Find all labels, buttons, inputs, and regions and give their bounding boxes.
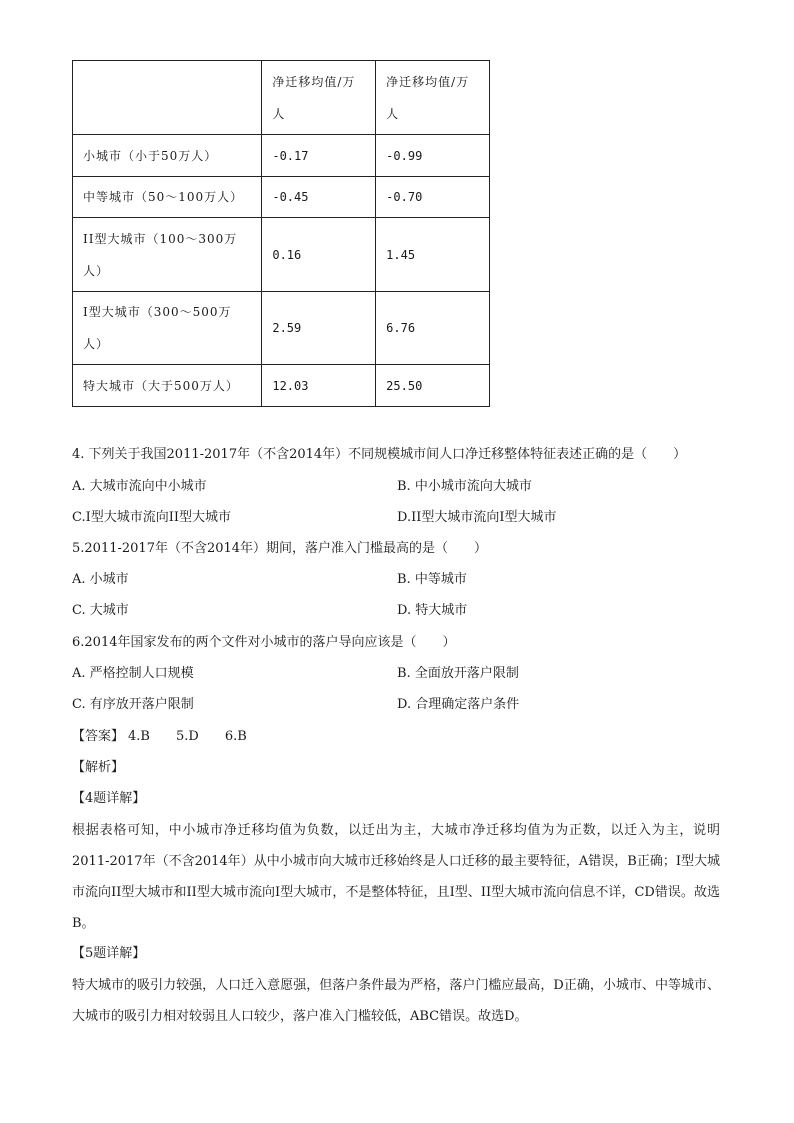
question-4-option-b: B. 中小城市流向大城市 — [397, 479, 532, 494]
answer-value: 5.D — [175, 729, 199, 744]
question-6-option-b: B. 全面放开落户限制 — [397, 666, 519, 681]
answer-line — [72, 727, 269, 747]
detail-5-text: 特大城市的吸引力较强，人口迁入意愿强，但落户条件最为严格，落户门槛应最高，D正确，小城市、中等城市、大城市的吸引力相对较弱且人口较少，落户准入门槛较低，ABC错误。故选D。 — [72, 978, 720, 1024]
question-6-option-d: D. 合理确定落户条件 — [397, 697, 520, 712]
question-4-option-c: C.I型大城市流向II型大城市 — [72, 510, 232, 525]
table-row — [73, 177, 490, 218]
table-cell-city: 小城市（小于50万人） — [73, 135, 262, 177]
question-6-stem: 6.2014年国家发布的两个文件对小城市的落户导向应该是（ ） — [72, 635, 456, 650]
question-4-stem: 4. 下列关于我国2011-2017年（不含2014年）不同规模城市间人口净迁移整体特征表述正确的是（ ） — [72, 447, 687, 462]
table-cell-city: II型大城市（100～300万人） — [73, 218, 262, 292]
question-5-option-d: D. 特大城市 — [397, 603, 468, 618]
table-cell-value: 25.50 — [376, 365, 490, 407]
analysis-label: 【解析】 — [72, 760, 125, 775]
table-row — [73, 135, 490, 177]
table-cell-value: 12.03 — [262, 365, 376, 407]
table-cell-value: -0.17 — [262, 135, 376, 177]
detail-4-title: 【4题详解】 — [72, 791, 146, 806]
migration-table — [72, 60, 490, 407]
question-6-option-a: A. 严格控制人口规模 — [72, 666, 194, 681]
table-cell-value: 6.76 — [376, 292, 490, 365]
question-4-option-d: D.II型大城市流向I型大城市 — [397, 510, 557, 525]
question-4-option-a: A. 大城市流向中小城市 — [72, 479, 207, 494]
table-header-cell: 净迁移均值/万人 — [262, 61, 376, 135]
table-cell-city: I型大城市（300～500万人） — [73, 292, 262, 365]
answer-value: 6.B — [224, 729, 247, 744]
table-header-row — [73, 61, 490, 135]
table-cell-value: -0.45 — [262, 177, 376, 218]
detail-4-text: 根据表格可知，中小城市净迁移均值为负数，以迁出为主，大城市净迁移均值为为正数，以迁入为主，说明2011-2017年（不含2014年）从中小城市向大城市迁移始终是人口迁移的最主要特征，A错误，B正确；I型大城市流向II型大城市和II型大城市流向I型大城市，不是整体特征，且I型、II型大城市流向信息不详，CD错误。故选B。 — [72, 823, 720, 931]
table-cell-city: 特大城市（大于500万人） — [73, 365, 262, 407]
table-row — [73, 365, 490, 407]
question-6-option-c: C. 有序放开落户限制 — [72, 697, 194, 712]
table-cell-value: 0.16 — [262, 218, 376, 292]
detail-5-title: 【5题详解】 — [72, 946, 146, 961]
table-cell-value: -0.99 — [376, 135, 490, 177]
table-cell-value: 1.45 — [376, 218, 490, 292]
question-5-stem: 5.2011-2017年（不含2014年）期间，落户准入门槛最高的是（ ） — [72, 541, 488, 556]
answer-label: 【答案】 — [72, 729, 125, 744]
table-row — [73, 218, 490, 292]
table-cell-value: -0.70 — [376, 177, 490, 218]
table-row — [73, 292, 490, 365]
table-header-cell — [73, 61, 262, 135]
answer-value: 4.B — [128, 729, 150, 744]
question-5-option-a: A. 小城市 — [72, 572, 129, 587]
question-5-option-b: B. 中等城市 — [397, 572, 467, 587]
question-5-option-c: C. 大城市 — [72, 603, 129, 618]
table-header-cell: 净迁移均值/万人 — [376, 61, 490, 135]
table-cell-value: 2.59 — [262, 292, 376, 365]
table-cell-city: 中等城市（50～100万人） — [73, 177, 262, 218]
